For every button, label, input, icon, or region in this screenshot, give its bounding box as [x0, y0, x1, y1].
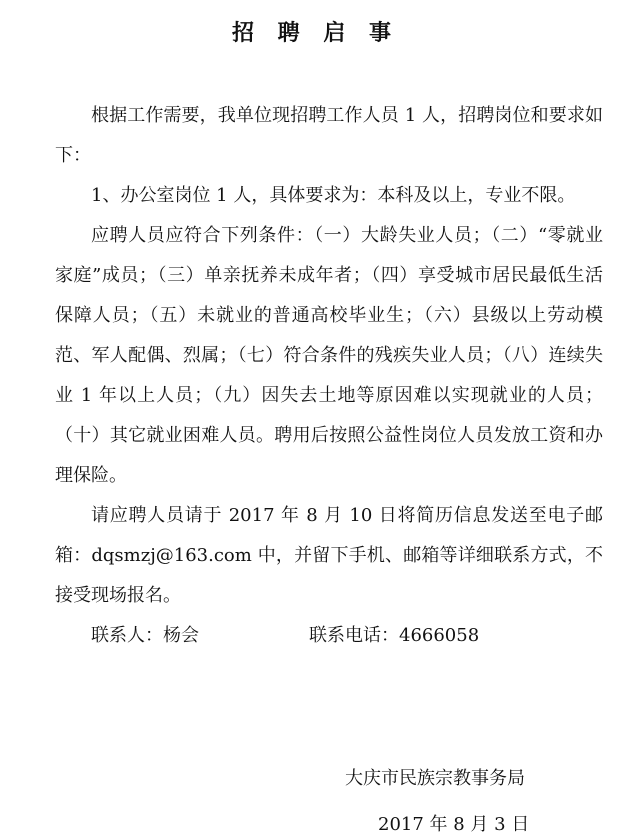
document-title: 招 聘 启 事 [232, 20, 399, 46]
paragraph-intro: 根据工作需要，我单位现招聘工作人员 1 人，招聘岗位和要求如下： [55, 105, 603, 166]
paragraph-application: 请应聘人员请于 2017 年 8 月 10 日将简历信息发送至电子邮箱：dqsmzj@163.com 中，并留下手机、邮箱等详细联系方式，不接受现场报名。 [55, 505, 603, 606]
contact-person: 联系人：杨会 [91, 625, 199, 646]
signature-organization: 大庆市民族宗教事务局 [345, 768, 525, 789]
paragraph-position: 1、办公室岗位 1 人，具体要求为：本科及以上，专业不限。 [91, 185, 576, 206]
contact-phone: 联系电话：4666058 [309, 625, 480, 646]
contact-line [55, 616, 603, 656]
paragraph-conditions: 应聘人员应符合下列条件：（一）大龄失业人员；（二）“零就业家庭”成员；（三）单亲抚养未成年者；（四）享受城市居民最低生活保障人员；（五）未就业的普通高校毕业生；（六）县级以上劳动模范、军人配偶、烈属；（七）符合条件的残疾失业人员；（八）连续失业 1 年以上人员；（九）因失去土地等原因难以实现就业的人员；（十）其它就业困难人员。聘用后按照公益性岗位人员发放工资和办理保险。 [55, 225, 603, 486]
signature-date: 2017 年 8 月 3 日 [378, 814, 530, 835]
document-body [55, 96, 603, 656]
